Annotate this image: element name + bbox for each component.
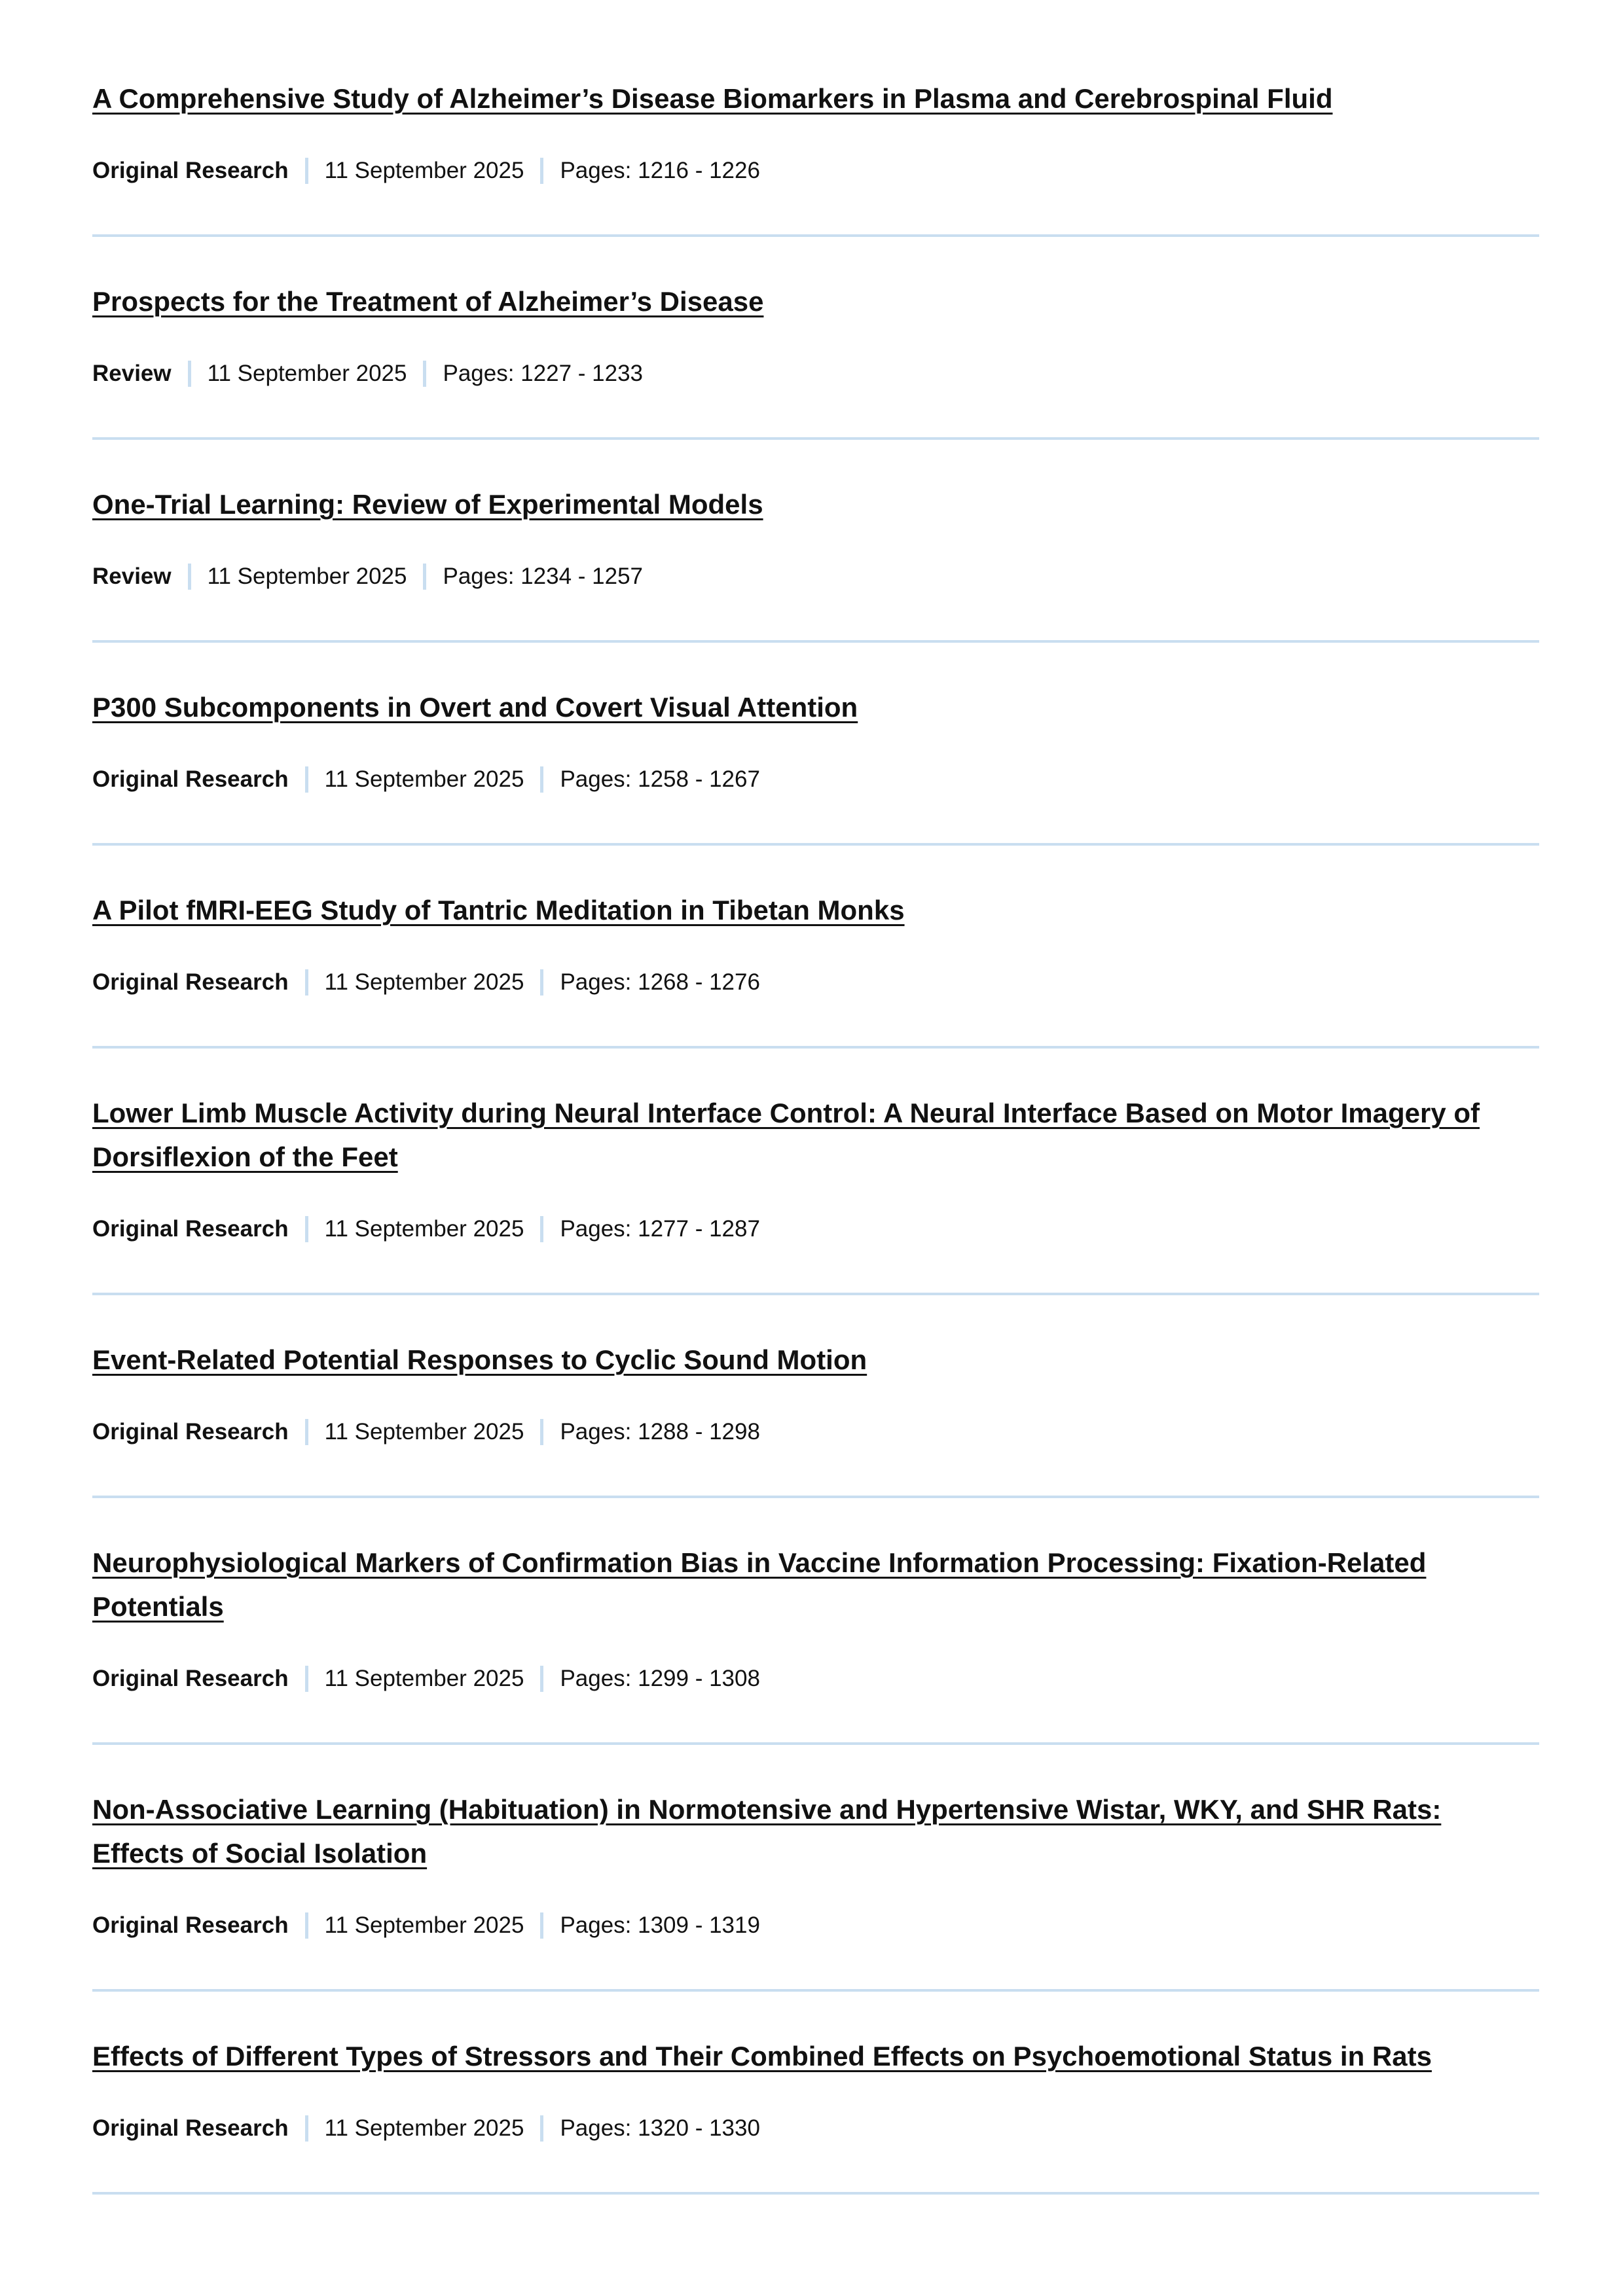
meta-divider <box>540 1666 543 1692</box>
article-date: 11 September 2025 <box>207 564 407 589</box>
article-date: 11 September 2025 <box>324 766 524 792</box>
article-meta <box>92 560 1539 593</box>
article-date: 11 September 2025 <box>324 158 524 183</box>
meta-divider <box>188 361 191 387</box>
article-item <box>92 1498 1539 1745</box>
article-title-link[interactable]: Event-Related Potential Responses to Cyclic Sound Motion <box>92 1344 867 1375</box>
article-pages: Pages: 1268 - 1276 <box>560 969 760 995</box>
meta-divider <box>305 766 308 793</box>
article-item <box>92 1049 1539 1295</box>
meta-divider <box>305 158 308 184</box>
meta-divider <box>540 158 543 184</box>
article-meta <box>92 1662 1539 1695</box>
article-date: 11 September 2025 <box>324 1216 524 1242</box>
article-pages: Pages: 1299 - 1308 <box>560 1666 760 1691</box>
article-title-link[interactable]: P300 Subcomponents in Overt and Covert Visual Attention <box>92 692 858 723</box>
article-date: 11 September 2025 <box>324 1666 524 1691</box>
article-type: Original Research <box>92 1912 289 1938</box>
article-item <box>92 440 1539 643</box>
meta-divider <box>540 1216 543 1242</box>
article-pages: Pages: 1258 - 1267 <box>560 766 760 792</box>
meta-divider <box>540 1912 543 1939</box>
meta-divider <box>423 564 426 590</box>
meta-divider <box>305 1666 308 1692</box>
article-meta <box>92 357 1539 390</box>
article-pages: Pages: 1288 - 1298 <box>560 1419 760 1444</box>
article-item <box>92 1745 1539 1992</box>
article-type: Review <box>92 564 172 589</box>
meta-divider <box>305 969 308 996</box>
article-meta <box>92 1909 1539 1942</box>
article-title-link[interactable]: A Comprehensive Study of Alzheimer’s Disease Biomarkers in Plasma and Cerebrospinal Fluid <box>92 83 1333 114</box>
meta-divider <box>188 564 191 590</box>
article-item <box>92 34 1539 237</box>
meta-divider <box>423 361 426 387</box>
article-type: Original Research <box>92 1666 289 1691</box>
article-pages: Pages: 1277 - 1287 <box>560 1216 760 1242</box>
article-title-link[interactable]: One-Trial Learning: Review of Experimental Models <box>92 489 763 520</box>
article-type: Original Research <box>92 766 289 792</box>
article-type: Original Research <box>92 1216 289 1242</box>
article-type: Original Research <box>92 2115 289 2141</box>
article-title-link[interactable]: Non-Associative Learning (Habituation) in Normotensive and Hypertensive Wistar, WKY, and SHR Rats: Effects of Social Isolation <box>92 1794 1442 1869</box>
meta-divider <box>305 2115 308 2142</box>
article-meta <box>92 966 1539 999</box>
article-title-link[interactable]: Effects of Different Types of Stressors and Their Combined Effects on Psychoemotional Status in Rats <box>92 2041 1432 2072</box>
article-type: Original Research <box>92 1419 289 1444</box>
article-title-link[interactable]: Prospects for the Treatment of Alzheimer’s Disease <box>92 286 764 317</box>
meta-divider <box>540 969 543 996</box>
article-meta <box>92 154 1539 187</box>
article-title-link[interactable]: Neurophysiological Markers of Confirmation Bias in Vaccine Information Processing: Fixation-Related Potentials <box>92 1547 1427 1622</box>
meta-divider <box>305 1912 308 1939</box>
article-item <box>92 1992 1539 2195</box>
article-pages: Pages: 1216 - 1226 <box>560 158 760 183</box>
article-item <box>92 643 1539 846</box>
article-pages: Pages: 1234 - 1257 <box>443 564 643 589</box>
meta-divider <box>540 1419 543 1445</box>
article-meta <box>92 763 1539 796</box>
meta-divider <box>540 766 543 793</box>
meta-divider <box>540 2115 543 2142</box>
article-type: Original Research <box>92 158 289 183</box>
article-item <box>92 1295 1539 1498</box>
article-pages: Pages: 1309 - 1319 <box>560 1912 760 1938</box>
article-meta <box>92 1416 1539 1448</box>
article-title-link[interactable]: Lower Limb Muscle Activity during Neural Interface Control: A Neural Interface Based on Motor Imagery of Dorsiflexion of the Feet <box>92 1098 1480 1172</box>
article-type: Review <box>92 361 172 386</box>
article-pages: Pages: 1227 - 1233 <box>443 361 643 386</box>
article-date: 11 September 2025 <box>324 1419 524 1444</box>
meta-divider <box>305 1216 308 1242</box>
article-item <box>92 846 1539 1049</box>
article-title-link[interactable]: A Pilot fMRI-EEG Study of Tantric Meditation in Tibetan Monks <box>92 895 905 925</box>
article-date: 11 September 2025 <box>207 361 407 386</box>
meta-divider <box>305 1419 308 1445</box>
article-type: Original Research <box>92 969 289 995</box>
article-list <box>92 34 1539 2195</box>
article-date: 11 September 2025 <box>324 2115 524 2141</box>
article-pages: Pages: 1320 - 1330 <box>560 2115 760 2141</box>
article-item <box>92 237 1539 440</box>
article-meta <box>92 1213 1539 1246</box>
article-date: 11 September 2025 <box>324 1912 524 1938</box>
article-meta <box>92 2112 1539 2145</box>
article-date: 11 September 2025 <box>324 969 524 995</box>
